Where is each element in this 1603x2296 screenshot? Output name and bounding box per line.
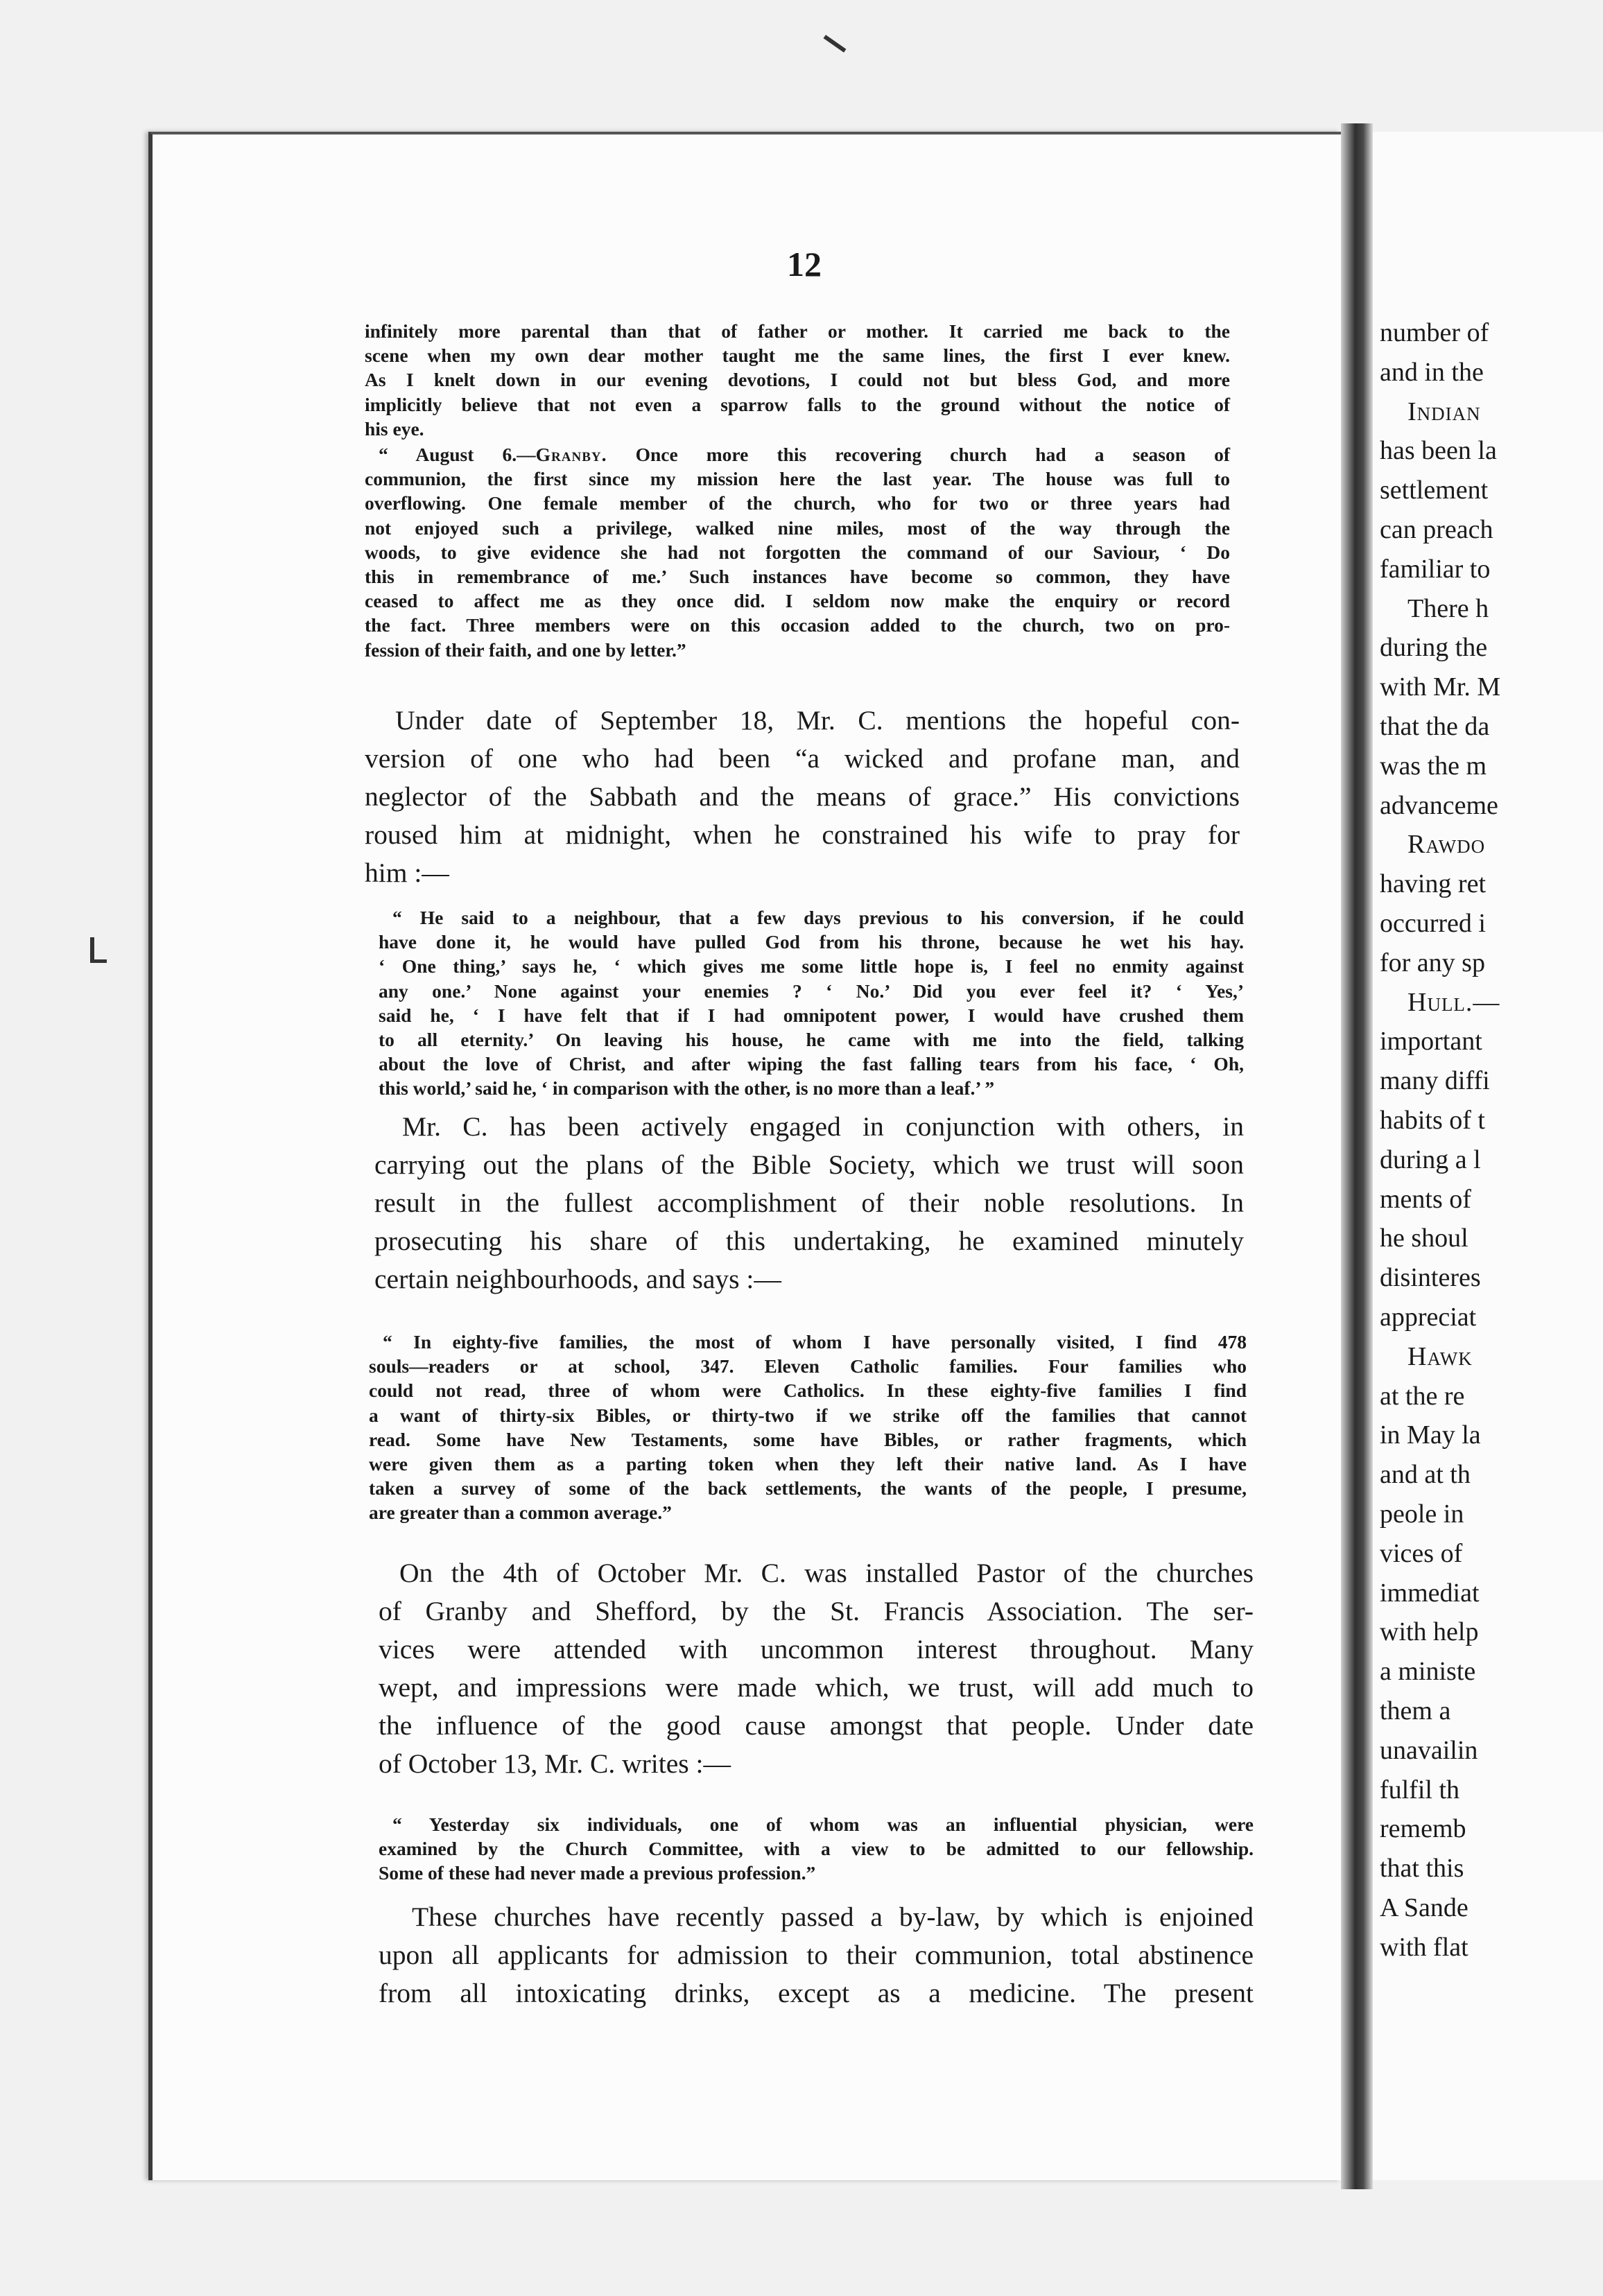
text-line: ‘ One thing,’ says he, ‘ which gives me some little hope is, I feel no enmity against [379,955,1244,977]
text-line: are greater than a common average.” [369,1502,672,1524]
right-page-line-fragment: Rawdo [1407,830,1486,860]
right-page-line-fragment: habits of t [1380,1106,1485,1135]
text-line: of Granby and Shefford, by the St. Francis Association. The ser- [379,1596,1254,1626]
right-page-line-fragment: familiar to [1380,554,1491,584]
right-page-line-fragment: There h [1407,593,1489,623]
text-line: not enjoyed such a privilege, walked nine miles, most of the way through the [365,516,1230,539]
text-line: woods, to give evidence she had not forgotten the command of our Saviour, ‘ Do [365,541,1230,563]
right-page-line-fragment: and at th [1380,1460,1471,1490]
text-line: vices were attended with uncommon interest throughout. Many [379,1634,1254,1664]
right-page-line-fragment: vices of [1380,1538,1463,1568]
right-page-line-fragment: and in the [1380,357,1484,387]
text-line [365,442,1230,467]
scan-mark [90,937,94,962]
text-line: this in remembrance of me.’ Such instances have become so common, they have [365,566,1230,588]
paragraph-installation [379,1554,1254,1783]
right-page-line-fragment: that the da [1380,712,1490,741]
right-page-line-fragment: fulfil th [1380,1775,1460,1804]
right-page-line-fragment: can preach [1380,515,1493,544]
text-line: roused him at midnight, when he constrained his wife to pray for [365,819,1240,850]
book-gutter [1341,123,1373,2189]
text-line: upon all applicants for admission to their communion, total abstinence [379,1940,1254,1970]
paragraph-bylaw [379,1898,1254,2012]
right-page-line-fragment: has been la [1380,436,1497,466]
text-line: any one.’ None against your enemies ? ‘ No.’ Did you ever feel it? ‘ Yes,’ [379,980,1244,1002]
text-line: this world,’ said he, ‘ in comparison with the other, is no more than a leaf.’ ” [379,1077,995,1099]
text-line: Some of these had never made a previous profession.” [379,1862,816,1884]
right-page-line-fragment: unavailin [1380,1735,1478,1765]
text-line: a want of thirty-six Bibles, or thirty-two if we strike off the families that cannot [369,1404,1247,1426]
text-line: “ In eighty-five families, the most of whom I have personally visited, I find 478 [383,1331,1247,1353]
right-page-line-fragment: advanceme [1380,790,1498,820]
text-line: carrying out the plans of the Bible Society, which we trust will soon [374,1149,1244,1180]
right-page-line-fragment: during the [1380,633,1488,663]
right-page-line-fragment: a ministe [1380,1657,1476,1687]
right-page-line-fragment: during a l [1380,1145,1481,1174]
right-page-line-fragment: he shoul [1380,1224,1468,1253]
quote-continuation [365,319,1230,441]
text-line: “ Yesterday six individuals, one of whom was an influential physician, were [392,1814,1254,1835]
page-number: 12 [787,245,822,284]
quote-church-committee [379,1812,1254,1886]
right-page-line-fragment: ments of [1380,1184,1471,1214]
text-line: him :— [365,858,449,888]
text-line: wept, and impressions were made which, we trust, will add much to [379,1672,1254,1703]
paragraph-conversion [365,702,1240,892]
quote-neighbour [379,905,1244,1101]
place-name: Granby. [535,444,607,465]
text-line: souls—readers or at school, 347. Eleven Catholic families. Four families who [369,1355,1247,1377]
scan-mark [824,35,847,53]
text-line: certain neighbourhoods, and says :— [374,1264,781,1294]
text-line: overflowing. One female member of the church, who for two or three years had [365,492,1230,514]
text-line: examined by the Church Committee, with a view to be admitted to our fellowship. [379,1838,1254,1860]
text-line: On the 4th of October Mr. C. was installed Pastor of the churches [399,1558,1254,1588]
right-page-line-fragment: important [1380,1027,1482,1056]
text-line: were given them as a parting token when they left their native land. As I have [369,1453,1247,1475]
right-page [1373,132,1603,2180]
text-line: neglector of the Sabbath and the means of grace.” His convictions [365,781,1240,812]
right-page-line-fragment: appreciat [1380,1303,1477,1332]
right-page-line-fragment: occurred i [1380,909,1486,938]
quote-text: Once more this recovering church had a season of [607,444,1230,465]
text-line: about the love of Christ, and after wiping the fast falling tears from his face, ‘ Oh, [379,1053,1244,1075]
right-page-line-fragment: A Sande [1380,1893,1468,1922]
right-page-line-fragment: settlement [1380,476,1489,505]
right-page-line-fragment: having ret [1380,869,1487,899]
text-line: implicitly believe that not even a sparrow falls to the ground without the notice of [365,393,1230,415]
text-line: fession of their faith, and one by letter.” [365,638,686,661]
right-page-line-fragment: immediat [1380,1578,1480,1608]
text-line: to all eternity.’ On leaving his house, he came with me into the field, talking [379,1029,1244,1051]
right-page-line-fragment: that this [1380,1854,1464,1884]
right-page-line-fragment: peole in [1380,1499,1464,1529]
text-line: have done it, he would have pulled God from his throne, because he wet his hay. [379,931,1244,953]
text-line: version of one who had been “a wicked and profane man, and [365,743,1240,774]
text-line: Mr. C. has been actively engaged in conjunction with others, in [402,1111,1244,1142]
text-line: communion, the first since my mission here the last year. The house was full to [365,468,1230,490]
right-page-line-fragment: disinteres [1380,1263,1481,1293]
text-line: Under date of September 18, Mr. C. mentions the hopeful con- [395,705,1240,736]
text-line: These churches have recently passed a by-law, by which is enjoined [412,1902,1254,1932]
text-line: his eye. [365,417,424,440]
text-line: of October 13, Mr. C. writes :— [379,1748,731,1779]
text-line: taken a survey of some of the back settlements, the wants of the people, I presume, [369,1477,1247,1499]
text-line: the influence of the good cause amongst that people. Under date [379,1710,1254,1741]
right-page-line-fragment: in May la [1380,1420,1481,1450]
right-page-line-fragment: Hawk [1407,1341,1473,1371]
right-page-line-fragment: number of [1380,318,1489,347]
text-line: prosecuting his share of this undertaking, he examined minutely [374,1226,1244,1256]
text-line: ceased to affect me as they once did. I seldom now make the enquiry or record [365,590,1230,612]
right-page-line-fragment: with flat [1380,1932,1468,1962]
right-page-line-fragment: with Mr. M [1380,672,1501,702]
text-line: infinitely more parental than that of father or mother. It carried me back to the [365,320,1230,342]
quote-open: “ August 6.— [379,444,536,465]
right-page-line-fragment: them a [1380,1696,1451,1725]
text-line: “ He said to a neighbour, that a few days previous to his conversion, if he could [392,907,1244,928]
right-page-line-fragment: Indian [1407,397,1481,426]
text-line: As I knelt down in our evening devotions, I could not but bless God, and more [365,369,1230,391]
text-line: from all intoxicating drinks, except as a medicine. The present [379,1978,1254,2008]
right-page-line-fragment: at the re [1380,1381,1465,1411]
right-page-line-fragment: Hull.— [1407,987,1500,1017]
text-line: scene when my own dear mother taught me the same lines, the first I ever knew. [365,345,1230,367]
quote-families-survey [369,1330,1247,1525]
right-page-line-fragment: many diffi [1380,1066,1490,1096]
right-page-line-fragment: was the m [1380,751,1487,781]
right-page-line-fragment: with help [1380,1617,1479,1647]
text-line: read. Some have New Testaments, some have Bibles, or rather fragments, which [369,1428,1247,1450]
text-line: result in the fullest accomplishment of their noble resolutions. In [374,1188,1244,1218]
text-line: could not read, three of whom were Catholics. In these eighty-five families I find [369,1380,1247,1402]
text-line: said he, ‘ I have felt that if I had omnipotent power, I would have crushed them [379,1004,1244,1026]
scan-mark [90,959,107,963]
right-page-line-fragment: for any sp [1380,948,1485,977]
text-line: the fact. Three members were on this occasion added to the church, two on pro- [365,614,1230,636]
paragraph-bible-society [374,1108,1244,1298]
right-page-line-fragment: rememb [1380,1814,1466,1844]
quote-granby-communion [365,442,1230,662]
